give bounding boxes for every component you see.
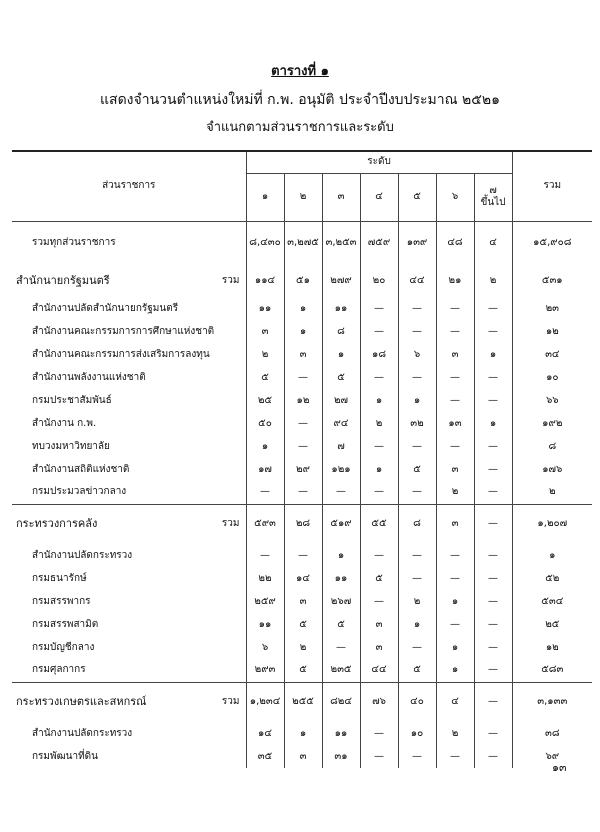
table-cell: — — [246, 481, 284, 504]
table-cell: — — [360, 481, 398, 504]
table-cell: ๔๔ — [360, 659, 398, 682]
header-level: ระดับ — [246, 151, 512, 173]
table-title: ตารางที่ ๑ — [271, 64, 329, 79]
table-cell: ๑ — [360, 458, 398, 481]
table-cell: ๘ — [512, 435, 592, 458]
table-cell: ๑๑ — [246, 297, 284, 320]
row-name: กรมประมวลข่าวกลาง — [32, 486, 127, 498]
group-name-text: กระทรวงการคลัง — [16, 516, 98, 530]
table-cell: ๑ — [246, 435, 284, 458]
table-row — [12, 458, 592, 481]
table-cell: ๒๒ — [246, 567, 284, 590]
table-cell: ๕๓๔ — [512, 590, 592, 613]
table-cell: ๑๗๖ — [512, 458, 592, 481]
table-cell: ๒๗ — [322, 389, 360, 412]
table-cell: — — [436, 613, 474, 636]
table-cell: ๕๙๓ — [246, 504, 284, 544]
table-cell: — — [284, 544, 322, 567]
table-cell: — — [360, 745, 398, 768]
table-row — [12, 412, 592, 435]
table-cell: ๘,๔๓๐ — [246, 221, 284, 265]
table-cell: ๑ — [436, 636, 474, 659]
table-cell: ๖๖ — [512, 389, 592, 412]
table-cell: ๒๕ — [512, 613, 592, 636]
table-cell: — — [474, 590, 512, 613]
table-cell: — — [474, 722, 512, 745]
table-row — [12, 590, 592, 613]
table-cell: — — [360, 435, 398, 458]
row-name: กรมสรรพสามิต — [32, 618, 99, 630]
table-cell: — — [436, 544, 474, 567]
table-cell: ๑ — [322, 544, 360, 567]
table-cell: — — [436, 366, 474, 389]
table-cell: ๒ — [474, 265, 512, 297]
table-cell: ๓ — [436, 504, 474, 544]
table-cell: ๓ — [246, 320, 284, 343]
table-cell: ๓,๒๕๓ — [322, 221, 360, 265]
table-cell: — — [398, 297, 436, 320]
table-cell: ๑๑ — [322, 567, 360, 590]
row-name: ทบวงมหาวิทยาลัย — [32, 440, 110, 452]
table-cell: — — [474, 297, 512, 320]
table-cell: ๓ — [284, 745, 322, 768]
table-row — [12, 389, 592, 412]
table-row — [12, 567, 592, 590]
table-cell: — — [398, 544, 436, 567]
row-name: สำนักงานคณะกรรมการการศึกษาแห่งชาติ — [32, 325, 215, 337]
table-cell: — — [474, 320, 512, 343]
table-cell: — — [436, 320, 474, 343]
table-cell: ๗๖ — [360, 682, 398, 722]
table-cell: ๓๔ — [512, 343, 592, 366]
table-cell: ๑ — [436, 590, 474, 613]
table-cell: ๑ — [474, 343, 512, 366]
page-number: ๑๓ — [552, 761, 567, 774]
row-name: กรมพัฒนาที่ดิน — [32, 750, 99, 762]
table-row — [12, 613, 592, 636]
table-cell: ๑๘ — [360, 343, 398, 366]
table-cell: — — [398, 481, 436, 504]
table-cell: ๘ — [322, 320, 360, 343]
table-cell: ๓ — [360, 613, 398, 636]
table-cell: ๒ — [246, 343, 284, 366]
table-cell: — — [474, 567, 512, 590]
table-cell: — — [474, 636, 512, 659]
table-cell: ๑๑ — [322, 297, 360, 320]
row-name: กรมศุลกากร — [32, 664, 86, 676]
group-name-text: สำนักนายกรัฐมนตรี — [16, 273, 110, 287]
table-cell: ๑,๒๐๗ — [512, 504, 592, 544]
table-row — [12, 636, 592, 659]
table-cell: ๓๕ — [246, 745, 284, 768]
row-name: กรมบัญชีกลาง — [32, 641, 95, 653]
table-cell: — — [474, 613, 512, 636]
table-cell: ๕ — [398, 659, 436, 682]
table-cell: ๕๒ — [512, 567, 592, 590]
level-header: ๓ — [322, 173, 360, 221]
table-cell: — — [360, 297, 398, 320]
table-cell: ๔ — [474, 221, 512, 265]
level-header: ๒ — [284, 173, 322, 221]
table-cell: ๗๕๙ — [360, 221, 398, 265]
table-cell: — — [284, 481, 322, 504]
table-cell: ๑๑ — [246, 613, 284, 636]
table-cell: — — [398, 745, 436, 768]
table-cell: ๙๔ — [322, 412, 360, 435]
table-cell: ๑ — [284, 297, 322, 320]
table-cell: — — [436, 745, 474, 768]
table-cell: — — [398, 435, 436, 458]
table-cell: ๑๐ — [398, 722, 436, 745]
table-cell: ๑๕,๙๐๘ — [512, 221, 592, 265]
table-cell: ๖ — [246, 636, 284, 659]
table-cell: ๒๕ — [246, 389, 284, 412]
level-header: ๗ ขึ้นไป — [474, 173, 512, 221]
table-cell: ๗ — [322, 435, 360, 458]
table-cell: ๕๐ — [246, 412, 284, 435]
table-cell: ๒๐ — [360, 265, 398, 297]
table-row — [12, 366, 592, 389]
group-total-label: รวม — [221, 517, 240, 529]
table-cell: ๑ — [398, 389, 436, 412]
table-cell: ๓ — [284, 343, 322, 366]
grand-total-row — [12, 221, 592, 265]
table-cell: ๑ — [284, 722, 322, 745]
table-cell: ๑,๒๓๔ — [246, 682, 284, 722]
table-cell: ๓๘ — [512, 722, 592, 745]
table-cell: — — [246, 544, 284, 567]
table-cell: ๔๔ — [398, 265, 436, 297]
table-cell: ๓,๒๗๕ — [284, 221, 322, 265]
table-cell: ๑ — [284, 320, 322, 343]
table-cell: ๕ — [284, 613, 322, 636]
table-cell: ๕๑๙ — [322, 504, 360, 544]
group-name — [12, 682, 246, 722]
table-cell: ๔๐ — [398, 682, 436, 722]
table-row — [12, 343, 592, 366]
table-cell: ๒๖๗ — [322, 590, 360, 613]
table-cell: ๒๓๕ — [322, 659, 360, 682]
group-total-row — [12, 682, 592, 722]
table-cell: ๑ — [436, 659, 474, 682]
table-cell: — — [474, 504, 512, 544]
table-cell: ๕ — [322, 366, 360, 389]
table-cell: ๕๘๓ — [512, 659, 592, 682]
table-cell: ๒๙๓ — [246, 659, 284, 682]
table-cell: — — [474, 435, 512, 458]
table-cell: ๕ — [360, 567, 398, 590]
table-row — [12, 659, 592, 682]
table-cell: ๑๒ — [284, 389, 322, 412]
table-cell: — — [474, 544, 512, 567]
table-cell: — — [360, 590, 398, 613]
table-cell: ๓๒ — [398, 412, 436, 435]
table-cell: ๓ — [436, 343, 474, 366]
group-name-text: กระทรวงเกษตรและสหกรณ์ — [16, 694, 147, 708]
row-name: สำนักงานสถิติแห่งชาติ — [32, 463, 130, 475]
row-name: สำนักงาน ก.พ. — [32, 417, 97, 429]
table-cell: — — [436, 297, 474, 320]
table-cell: — — [398, 320, 436, 343]
table-cell: — — [398, 567, 436, 590]
table-row — [12, 481, 592, 504]
row-name: กรมประชาสัมพันธ์ — [32, 394, 112, 406]
table-cell: ๑ — [398, 613, 436, 636]
table-cell: ๑๒๑ — [322, 458, 360, 481]
table-cell: ๔๘ — [436, 221, 474, 265]
table-cell: — — [360, 320, 398, 343]
table-cell: ๒๙ — [284, 458, 322, 481]
table-cell: — — [360, 366, 398, 389]
table-cell: ๒ — [284, 636, 322, 659]
row-name: กรมสรรพากร — [32, 595, 91, 607]
table-cell: — — [360, 544, 398, 567]
table-caption: จำแนกตามส่วนราชการและระดับ — [206, 120, 394, 135]
table-cell: ๑ — [322, 343, 360, 366]
table-cell: — — [474, 458, 512, 481]
table-cell: ๑๒ — [512, 320, 592, 343]
table-row — [12, 297, 592, 320]
table-cell: ๑ — [474, 412, 512, 435]
table-cell: ๑๑ — [322, 722, 360, 745]
table-subtitle: แสดงจำนวนตำแหน่งใหม่ที่ ก.พ. อนุมัติ ประจำปีงบประมาณ ๒๕๒๑ — [100, 92, 500, 108]
row-name: กรมธนารักษ์ — [32, 572, 87, 584]
grand-total-label: รวมทุกส่วนราชการ — [12, 221, 246, 265]
table-cell: — — [284, 435, 322, 458]
group-total-row — [12, 504, 592, 544]
table-cell: ๒๑ — [436, 265, 474, 297]
table-cell: ๕๓๑ — [512, 265, 592, 297]
table-cell: ๒๕๙ — [246, 590, 284, 613]
group-total-label: รวม — [221, 274, 240, 286]
row-name: สำนักงานคณะกรรมการส่งเสริมการลงทุน — [32, 348, 210, 360]
positions-table — [12, 150, 592, 768]
row-name: สำนักงานปลัดกระทรวง — [32, 549, 133, 561]
table-cell: ๒ — [436, 481, 474, 504]
table-cell: ๑๐ — [512, 366, 592, 389]
header-total: รวม — [512, 151, 592, 221]
table-cell: — — [474, 389, 512, 412]
table-cell: — — [284, 366, 322, 389]
table-cell: ๕๑ — [284, 265, 322, 297]
table-cell: — — [474, 366, 512, 389]
table-cell: ๑๓๙ — [398, 221, 436, 265]
table-cell: — — [474, 682, 512, 722]
table-cell: ๑๑๔ — [246, 265, 284, 297]
table-cell: ๔ — [436, 682, 474, 722]
table-cell: ๓ — [436, 458, 474, 481]
level-header: ๕ — [398, 173, 436, 221]
table-cell: — — [398, 366, 436, 389]
group-name — [12, 265, 246, 297]
table-cell: ๒ — [436, 722, 474, 745]
table-cell: — — [436, 567, 474, 590]
table-cell: ๑๔ — [284, 567, 322, 590]
table-cell: — — [474, 745, 512, 768]
table-cell: — — [360, 722, 398, 745]
table-cell: ๓ — [360, 636, 398, 659]
table-row — [12, 320, 592, 343]
table-cell: ๑ — [360, 389, 398, 412]
group-name — [12, 504, 246, 544]
table-cell: ๒ — [360, 412, 398, 435]
table-cell: ๖๙ — [512, 745, 592, 768]
table-row — [12, 544, 592, 567]
table-cell: — — [284, 412, 322, 435]
row-name: สำนักงานปลัดกระทรวง — [32, 727, 133, 739]
row-name: สำนักงานปลัดสำนักนายกรัฐมนตรี — [32, 302, 179, 314]
header-unit: ส่วนราชการ — [12, 151, 246, 221]
table-cell: ๒๓ — [512, 297, 592, 320]
table-cell: ๘๒๔ — [322, 682, 360, 722]
level-header: ๔ — [360, 173, 398, 221]
table-cell: ๕ — [246, 366, 284, 389]
table-cell: — — [398, 636, 436, 659]
table-row — [12, 435, 592, 458]
table-cell: ๒๗๙ — [322, 265, 360, 297]
table-cell: ๑ — [512, 544, 592, 567]
table-cell: — — [436, 389, 474, 412]
level-header: ๖ — [436, 173, 474, 221]
table-cell: ๕ — [322, 613, 360, 636]
table-cell: — — [474, 659, 512, 682]
table-cell: ๑๒ — [512, 636, 592, 659]
table-cell: ๒ — [512, 481, 592, 504]
table-cell: ๓๑ — [322, 745, 360, 768]
level-header: ๑ — [246, 173, 284, 221]
row-name: สำนักงานพลังงานแห่งชาติ — [32, 371, 146, 383]
table-cell: ๕๕ — [360, 504, 398, 544]
table-cell: ๓ — [284, 590, 322, 613]
table-cell: ๘ — [398, 504, 436, 544]
group-total-label: รวม — [221, 695, 240, 707]
table-cell: ๑๔ — [246, 722, 284, 745]
table-cell: — — [322, 636, 360, 659]
table-row — [12, 745, 592, 768]
table-cell: — — [322, 481, 360, 504]
table-cell: ๒๕๕ — [284, 682, 322, 722]
table-cell: ๕ — [284, 659, 322, 682]
group-total-row — [12, 265, 592, 297]
table-cell: ๒ — [398, 590, 436, 613]
table-cell: ๑๓ — [436, 412, 474, 435]
table-cell: ๑๗ — [246, 458, 284, 481]
table-cell: ๕ — [398, 458, 436, 481]
table-cell: — — [436, 435, 474, 458]
table-cell: ๒๘ — [284, 504, 322, 544]
table-cell: ๓,๑๓๓ — [512, 682, 592, 722]
table-row — [12, 722, 592, 745]
table-cell: ๖ — [398, 343, 436, 366]
table-cell: ๑๙๒ — [512, 412, 592, 435]
table-cell: — — [474, 481, 512, 504]
